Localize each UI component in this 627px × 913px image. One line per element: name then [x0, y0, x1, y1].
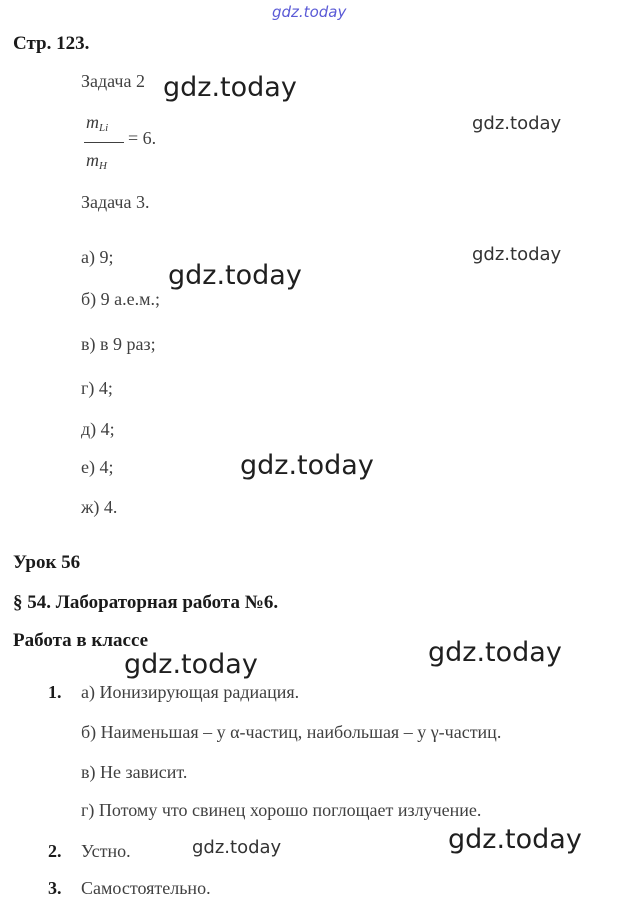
fraction-equals: = 6.	[128, 128, 157, 148]
watermark: gdz.today	[472, 113, 562, 134]
item-3-text: Самостоятельно.	[81, 878, 211, 898]
item-2-text: Устно.	[81, 841, 131, 861]
task3-title: Задача 3.	[81, 192, 150, 212]
task3-answer-v: в) в 9 раз;	[81, 334, 156, 354]
task3-answer-d: д) 4;	[81, 419, 115, 439]
watermark: gdz.today	[124, 649, 258, 680]
watermark: gdz.today	[192, 837, 282, 858]
task3-answer-g: г) 4;	[81, 378, 113, 398]
fraction-numerator: $m_{Li}$	[86, 112, 109, 134]
watermark: gdz.today	[428, 637, 562, 668]
mass-ratio-fraction	[82, 112, 132, 174]
watermark-top: gdz.today	[272, 3, 347, 21]
lesson-title: Урок 56	[13, 552, 81, 573]
task3-answer-zh: ж) 4.	[81, 497, 118, 517]
fraction-denominator: $m_H$	[86, 150, 107, 172]
watermark: gdz.today	[163, 72, 297, 103]
task2-title: Задача 2	[81, 71, 145, 91]
watermark: gdz.today	[472, 244, 562, 265]
item-1-number: 1.	[48, 682, 62, 702]
task3-answer-e: е) 4;	[81, 457, 114, 477]
item-2-number: 2.	[48, 841, 62, 861]
page-reference: Стр. 123.	[13, 33, 90, 54]
fraction-bar	[84, 142, 124, 143]
watermark: gdz.today	[448, 824, 582, 855]
task3-answer-a: а) 9;	[81, 247, 114, 267]
watermark: gdz.today	[240, 450, 374, 481]
item-1-line-a: а) Ионизирующая радиация.	[81, 682, 300, 702]
item-3-number: 3.	[48, 878, 62, 898]
watermark: gdz.today	[168, 260, 302, 291]
task3-answer-b: б) 9 а.е.м.;	[81, 289, 161, 309]
classwork-heading: Работа в классе	[13, 630, 149, 651]
item-1-line-b: б) Наименьшая – у α-частиц, наибольшая – у γ-частиц.	[81, 722, 502, 742]
item-1-line-v: в) Не зависит.	[81, 762, 188, 782]
section-title: § 54. Лабораторная работа №6.	[13, 592, 279, 613]
item-1-line-g: г) Потому что свинец хорошо поглощает излучение.	[81, 800, 482, 820]
